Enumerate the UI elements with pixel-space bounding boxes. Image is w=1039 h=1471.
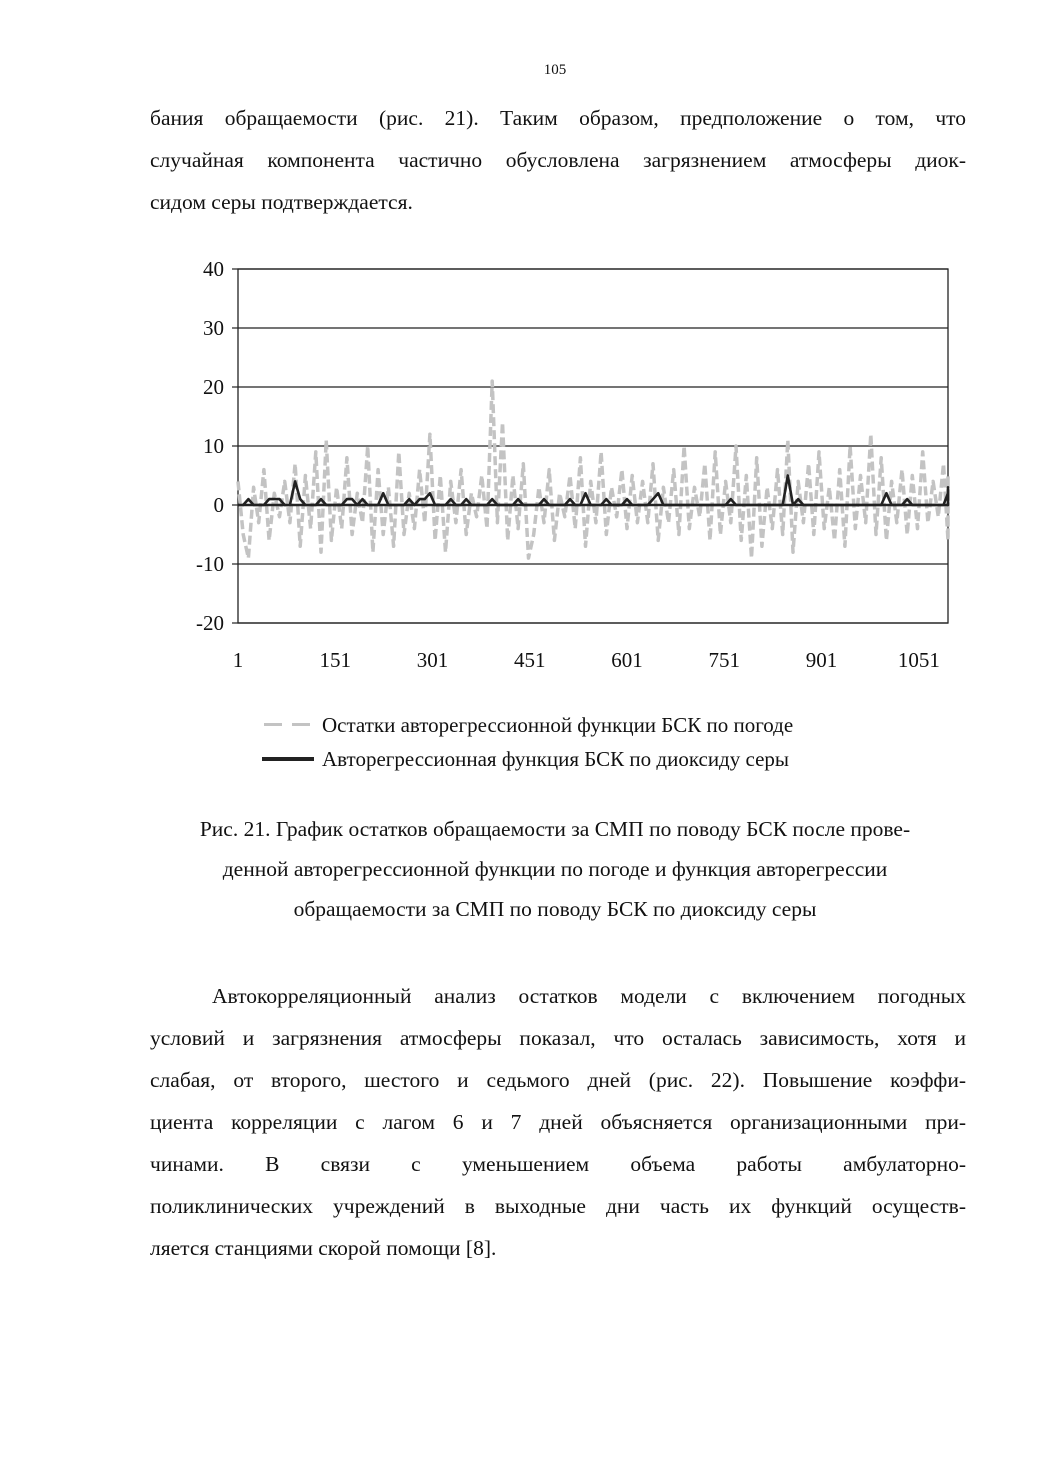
x-tick-label: 1 xyxy=(232,648,244,672)
paragraph-line: Автокорреляционный анализ остатков модели с включением погодных xyxy=(212,984,966,1008)
y-tick-label: 0 xyxy=(213,493,224,517)
legend-item-residuals xyxy=(262,708,793,742)
x-tick-label: 301 xyxy=(416,648,449,672)
legend-item-sulfur-dioxide xyxy=(262,742,793,776)
legend-swatch-solid xyxy=(262,753,314,765)
figure-caption xyxy=(110,809,1000,929)
paragraph-line: чинами. В связи с уменьшением объема работы амбулаторно- xyxy=(150,1152,966,1176)
x-tick-label: 901 xyxy=(805,648,838,672)
paragraph-line: слабая, от второго, шестого и седьмого дней (рис. 22). Повышение коэффи- xyxy=(150,1068,966,1092)
legend-label: Остатки авторегрессионной функции БСК по погоде xyxy=(322,712,794,737)
x-tick-label: 151 xyxy=(319,648,352,672)
y-tick-label: -10 xyxy=(196,552,224,576)
legend-swatch-dashed xyxy=(262,719,314,731)
y-tick-label: 40 xyxy=(203,257,224,281)
paragraph-line: случайная компонента частично обусловлена загрязнением атмосферы диок- xyxy=(150,148,966,172)
paragraph-2 xyxy=(150,975,966,1269)
page-number: 105 xyxy=(543,62,567,78)
y-tick-label: 20 xyxy=(203,375,224,399)
paragraph-line: бания обращаемости (рис. 21). Таким образом, предположение о том, что xyxy=(150,106,966,130)
paragraph-line: условий и загрязнения атмосферы показал, что осталась зависимость, хотя и xyxy=(150,1026,966,1050)
paragraph-line: ляется станциями скорой помощи [8]. xyxy=(150,1236,497,1260)
x-tick-label: 601 xyxy=(611,648,643,672)
paragraph-line: сидом серы подтверждается. xyxy=(150,190,413,214)
caption-line: обращаемости за СМП по поводу БСК по диоксиду серы xyxy=(293,897,817,921)
chart-grid xyxy=(238,269,948,623)
paragraph-line: циента корреляции с лагом 6 и 7 дней объясняется организационными при- xyxy=(150,1110,966,1134)
caption-line: Рис. 21. График остатков обращаемости за СМП по поводу БСК после прове- xyxy=(199,817,911,841)
x-tick-label: 1051 xyxy=(897,648,940,672)
y-axis xyxy=(196,257,238,635)
chart-legend xyxy=(262,708,793,776)
series-line-residuals xyxy=(238,381,948,558)
paragraph-1 xyxy=(150,97,966,223)
y-tick-label: 10 xyxy=(203,434,224,458)
paragraph-line: поликлинических учреждений в выходные дни часть их функций осуществ- xyxy=(150,1194,966,1218)
legend-label: Авторегрессионная функция БСК по диоксиду серы xyxy=(322,746,790,771)
residuals-chart xyxy=(180,255,970,685)
x-axis xyxy=(233,648,940,672)
chart-series xyxy=(238,381,948,558)
caption-line: денной авторегрессионной функции по погоде и функция авторегрессии xyxy=(222,857,888,881)
x-tick-label: 451 xyxy=(514,648,546,672)
y-tick-label: 30 xyxy=(203,316,224,340)
x-tick-label: 751 xyxy=(708,648,741,672)
y-tick-label: -20 xyxy=(196,611,224,635)
